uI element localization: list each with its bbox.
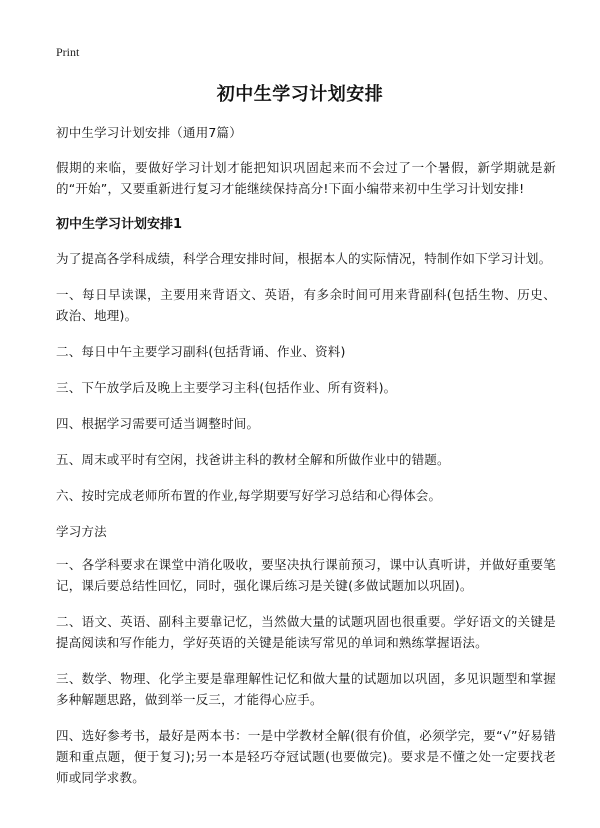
print-link[interactable]: Print: [56, 45, 80, 59]
document-title: 初中生学习计划安排: [216, 84, 384, 105]
plan-item: 三、下午放学后及晚上主要学习主科(包括作业、所有资料)。: [56, 380, 397, 395]
method-item: 二、语文、英语、副科主要靠记忆，当然做大量的试题巩固也很重要。学好语文的关键是提高阅读和写作能力，学好英语的关键是能读写常见的单词和熟练掌握语法。: [56, 614, 556, 650]
plan-item: 六、按时完成老师所布置的作业,每学期要写好学习总结和心得体会。: [56, 488, 442, 503]
plan-item: 四、根据学习需要可适当调整时间。: [56, 416, 260, 431]
plan-item: 五、周末或平时有空闲，找爸讲主科的教材全解和所做作业中的错题。: [56, 452, 450, 467]
document-subtitle: 初中生学习计划安排（通用7篇）: [56, 125, 242, 140]
intro-paragraph: 假期的来临，要做好学习计划才能把知识巩固起来而不会过了一个暑假，新学期就是新的“开始”，又要重新进行复习才能继续保持高分!下面小编带来初中生学习计划安排!: [56, 160, 556, 196]
section-heading: 初中生学习计划安排1: [56, 217, 183, 232]
plan-item: 二、每日中午主要学习副科(包括背诵、作业、资料): [56, 344, 346, 359]
document-body: [56, 122, 556, 803]
methods-heading: 学习方法: [56, 524, 107, 539]
section-intro-paragraph: 为了提高各学科成绩，科学合理安排时间，根据本人的实际情况，特制作如下学习计划。: [56, 251, 552, 266]
method-item: 三、数学、物理、化学主要是靠理解性记忆和做大量的试题加以巩固，多见识题型和掌握多种解题思路，做到举一反三，才能得心应手。: [56, 671, 556, 707]
plan-item: 一、每日早读课，主要用来背语文、英语，有多余时间可用来背副科(包括生物、历史、政治、地理)。: [56, 287, 556, 323]
method-item: 四、选好参考书，最好是两本书：一是中学教材全解(很有价值，必须学完，要“√”好易错题和重点题，便于复习);另一本是轻巧夺冠试题(也要做完)。要求是不懂之处一定要找老师或同学求教。: [56, 728, 556, 785]
method-item: 一、各学科要求在课堂中消化吸收，要坚决执行课前预习，课中认真听讲，并做好重要笔记，课后要总结性回忆，同时，强化课后练习是关键(多做试题加以巩固)。: [56, 557, 556, 593]
